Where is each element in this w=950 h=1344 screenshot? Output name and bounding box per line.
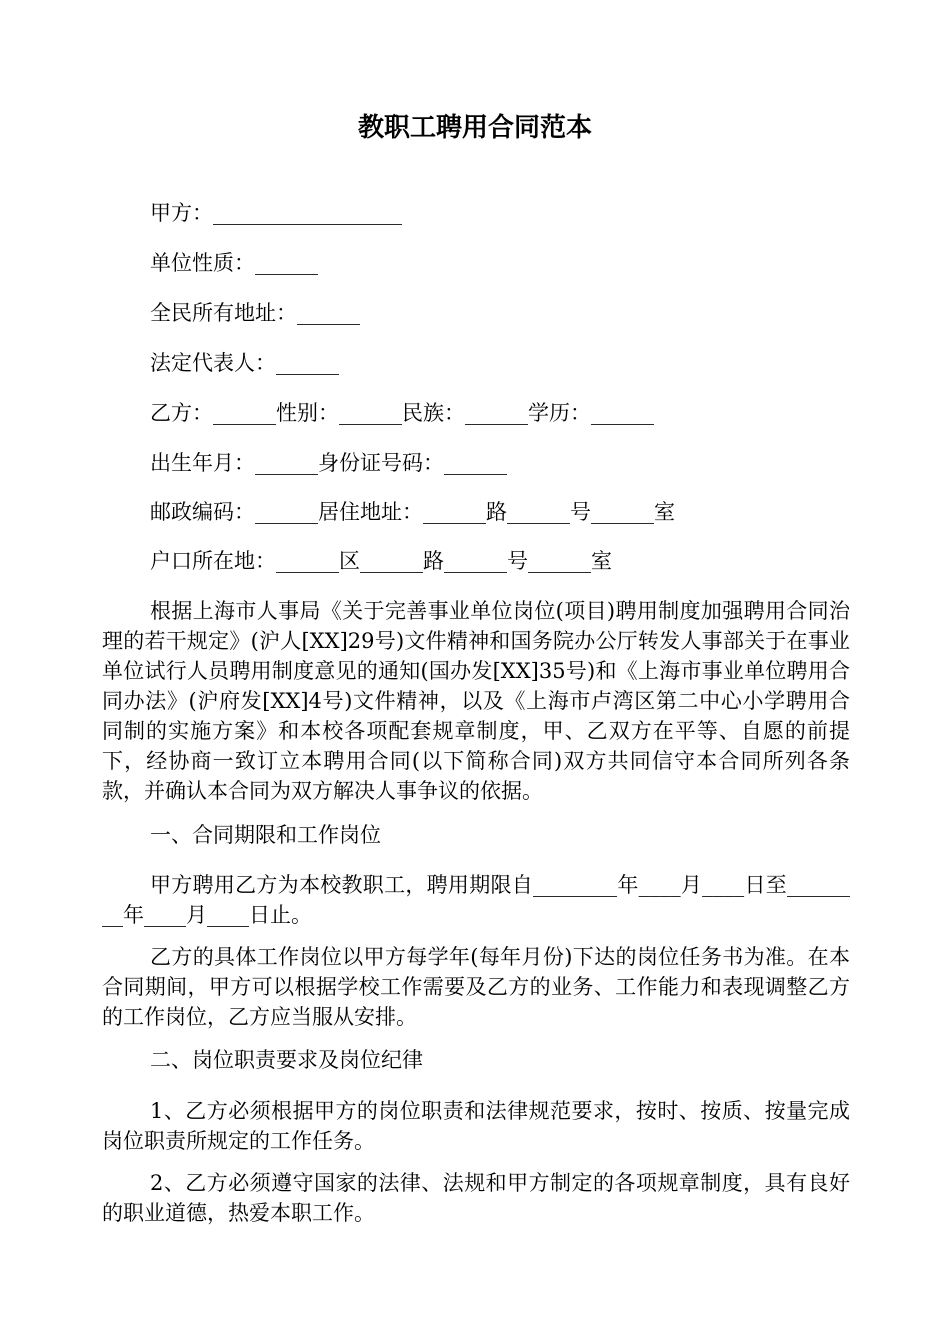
section-2-item-2: 2、乙方必须遵守国家的法律、法规和甲方制定的各项规章制度，具有良好的职业道德，热爱本职工作。	[102, 1171, 850, 1225]
field-birth-id: 出生年月：______身份证号码：______	[150, 451, 507, 475]
field-address: 全民所有地址：______	[150, 301, 360, 325]
intro-paragraph: 根据上海市人事局《关于完善事业单位岗位(项目)聘用制度加强聘用合同治理的若干规定》(沪人[XX]29号)文件精神和国务院办公厅转发人事部关于在事业单位试行人员聘用制度意见的通知(国办发[XX]35号)和《上海市事业单位聘用合同办法》(沪府发[XX]4号)文件精神，以及《上海市卢湾区第二中心小学聘用合同制的实施方案》和本校各项配套规章制度，甲、乙双方在平等、自愿的前提下，经协商一致订立本聘用合同(以下简称合同)双方共同信守本合同所列各条款，并确认本合同为双方解决人事争议的依据。	[102, 599, 850, 803]
section-1-paragraph-post: 乙方的具体工作岗位以甲方每学年(每年月份)下达的岗位任务书为准。在本合同期间，甲方可以根据学校工作需要及乙方的业务、工作能力和表现调整乙方的工作岗位，乙方应当服从安排。	[102, 945, 850, 1029]
field-unit-nature: 单位性质：______	[150, 251, 318, 275]
document-title: 教职工聘用合同范本	[357, 113, 592, 143]
section-2-heading: 二、岗位职责要求及岗位纪律	[150, 1048, 423, 1072]
field-party-b: 乙方：______性别：______民族：______学历：______	[150, 401, 654, 425]
section-1-paragraph-term: 甲方聘用乙方为本校教职工，聘用期限自________年____月____日至________年____月____日止。	[102, 873, 850, 927]
section-2-item-1: 1、乙方必须根据甲方的岗位职责和法律规范要求，按时、按质、按量完成岗位职责所规定的工作任务。	[102, 1099, 850, 1153]
field-legal-representative: 法定代表人：______	[150, 351, 339, 375]
field-postal-residence: 邮政编码：______居住地址：______路______号______室	[150, 500, 675, 524]
field-household-registration: 户口所在地：______区______路______号______室	[150, 549, 612, 573]
field-party-a: 甲方：__________________	[150, 201, 402, 225]
section-1-heading: 一、合同期限和工作岗位	[150, 823, 381, 847]
